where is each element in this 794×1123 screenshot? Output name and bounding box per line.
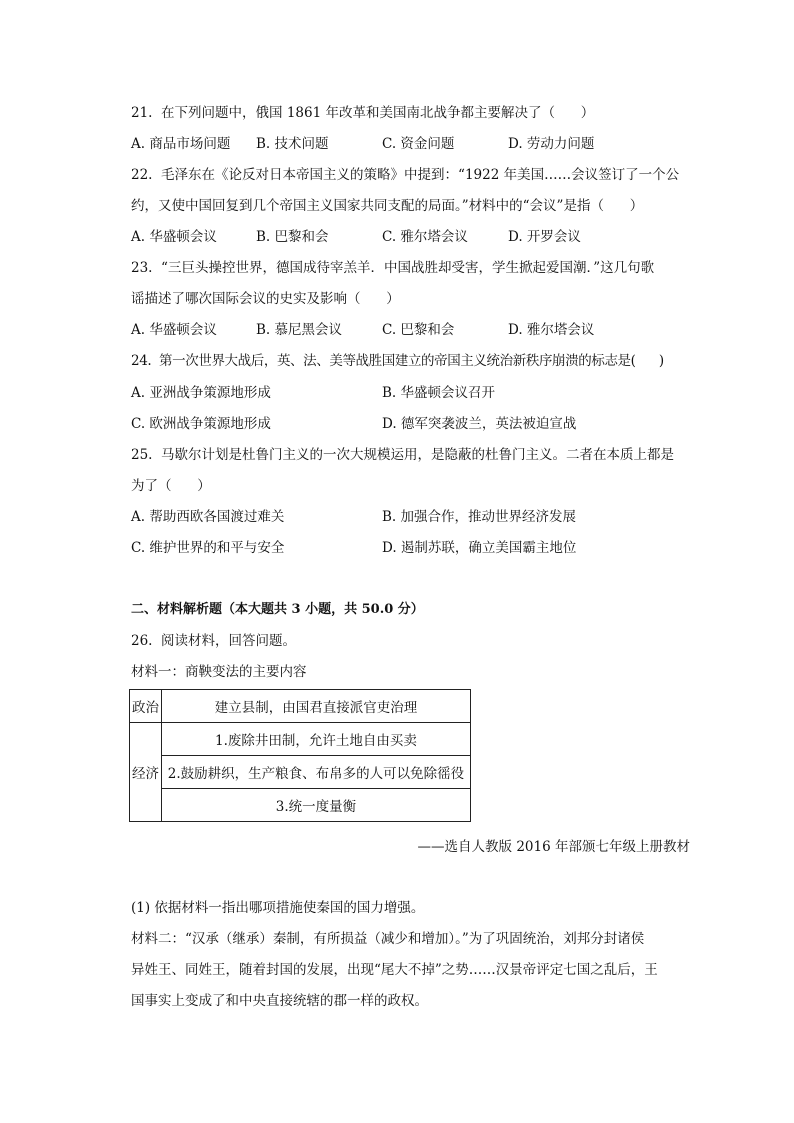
- table-cell-economy-label: 经济: [130, 723, 162, 822]
- question-24-option-a: A. 亚洲战争策源地形成: [131, 385, 271, 401]
- table-cell-economy-item-3: 3.统一度量衡: [162, 789, 471, 822]
- table-cell-politics-content: 建立县制，由国君直接派官吏治理: [162, 690, 471, 723]
- question-21-option-a: A. 商品市场问题: [131, 136, 231, 152]
- question-25-option-d: D. 遏制苏联，确立美国霸主地位: [382, 540, 577, 556]
- question-26-stem: 26. 阅读材料，回答问题。: [131, 633, 297, 649]
- question-22-option-c: C. 雅尔塔会议: [382, 229, 468, 245]
- question-24-option-d: D. 德军突袭波兰，英法被迫宣战: [382, 416, 577, 432]
- question-23-option-a: A. 华盛顿会议: [131, 322, 217, 338]
- question-25-option-a: A. 帮助西欧各国渡过难关: [131, 509, 285, 525]
- question-22-stem-line-2: 约，又使中国回复到几个帝国主义国家共同支配的局面。”材料中的“会议”是指（ ）: [131, 198, 644, 214]
- table-cell-politics-label: 政治: [130, 690, 162, 723]
- question-25-option-c: C. 维护世界的和平与安全: [131, 540, 285, 556]
- material-1-title: 材料一：商鞅变法的主要内容: [131, 664, 307, 680]
- question-26-sub-1: (1) 依据材料一指出哪项措施使秦国的国力增强。: [131, 900, 425, 916]
- question-24-option-c: C. 欧洲战争策源地形成: [131, 416, 271, 432]
- table-cell-economy-item-2: 2.鼓励耕织，生产粮食、布帛多的人可以免除徭役: [162, 756, 471, 789]
- question-23-option-d: D. 雅尔塔会议: [508, 322, 595, 338]
- table-row-economy-3: [130, 789, 471, 822]
- question-23-option-b: B. 慕尼黑会议: [256, 322, 343, 338]
- section-2-title: 二、材料解析题（本大题共 3 小题，共 50.0 分）: [131, 602, 424, 617]
- question-21-stem: 21. 在下列问题中，俄国 1861 年改革和美国南北战争都主要解决了（ ）: [131, 105, 595, 121]
- material-2-line-1: 材料二：“汉承（继承）秦制，有所损益（减少和增加）。”为了巩固统治，刘邦分封诸侯: [131, 931, 645, 947]
- question-21-option-c: C. 资金问题: [382, 136, 455, 152]
- material-1-table: [129, 689, 471, 822]
- material-2-line-2: 异姓王、同姓王，随着封国的发展，出现“尾大不掉”之势……汉景帝评定七国之乱后，王: [131, 962, 658, 978]
- question-22-option-a: A. 华盛顿会议: [131, 229, 217, 245]
- material-1-source: ——选自人教版 2016 年部颁七年级上册教材: [417, 839, 690, 855]
- question-23-stem-line-2: 谣描述了哪次国际会议的史实及影响（ ）: [131, 291, 400, 307]
- question-22-option-b: B. 巴黎和会: [256, 229, 329, 245]
- question-25-stem-line-1: 25. 马歇尔计划是杜鲁门主义的一次大规模运用，是隐蔽的杜鲁门主义。二者在本质上都是: [131, 447, 675, 463]
- question-22-stem-line-1: 22. 毛泽东在《论反对日本帝国主义的策略》中提到：“1922 年美国……会议签订了一个公: [131, 167, 680, 183]
- question-21-option-b: B. 技术问题: [256, 136, 329, 152]
- table-row-economy-1: [130, 723, 471, 756]
- table-cell-economy-item-1: 1.废除井田制，允许土地自由买卖: [162, 723, 471, 756]
- question-23-option-c: C. 巴黎和会: [382, 322, 455, 338]
- question-23-stem-line-1: 23. “三巨头操控世界，德国成待宰羔羊．中国战胜却受害，学生掀起爱国潮．”这几句歌: [131, 260, 655, 276]
- table-row-economy-2: [130, 756, 471, 789]
- table-row-politics: [130, 690, 471, 723]
- question-25-option-b: B. 加强合作，推动世界经济发展: [382, 509, 577, 525]
- question-24-option-b: B. 华盛顿会议召开: [382, 385, 496, 401]
- question-21-option-d: D. 劳动力问题: [508, 136, 595, 152]
- question-25-stem-line-2: 为了（ ）: [131, 478, 211, 494]
- question-22-option-d: D. 开罗会议: [508, 229, 581, 245]
- material-2-line-3: 国事实上变成了和中央直接统辖的郡一样的政权。: [131, 993, 428, 1009]
- question-24-stem: 24. 第一次世界大战后，英、法、美等战胜国建立的帝国主义统治新秩序崩溃的标志是( ): [131, 353, 664, 369]
